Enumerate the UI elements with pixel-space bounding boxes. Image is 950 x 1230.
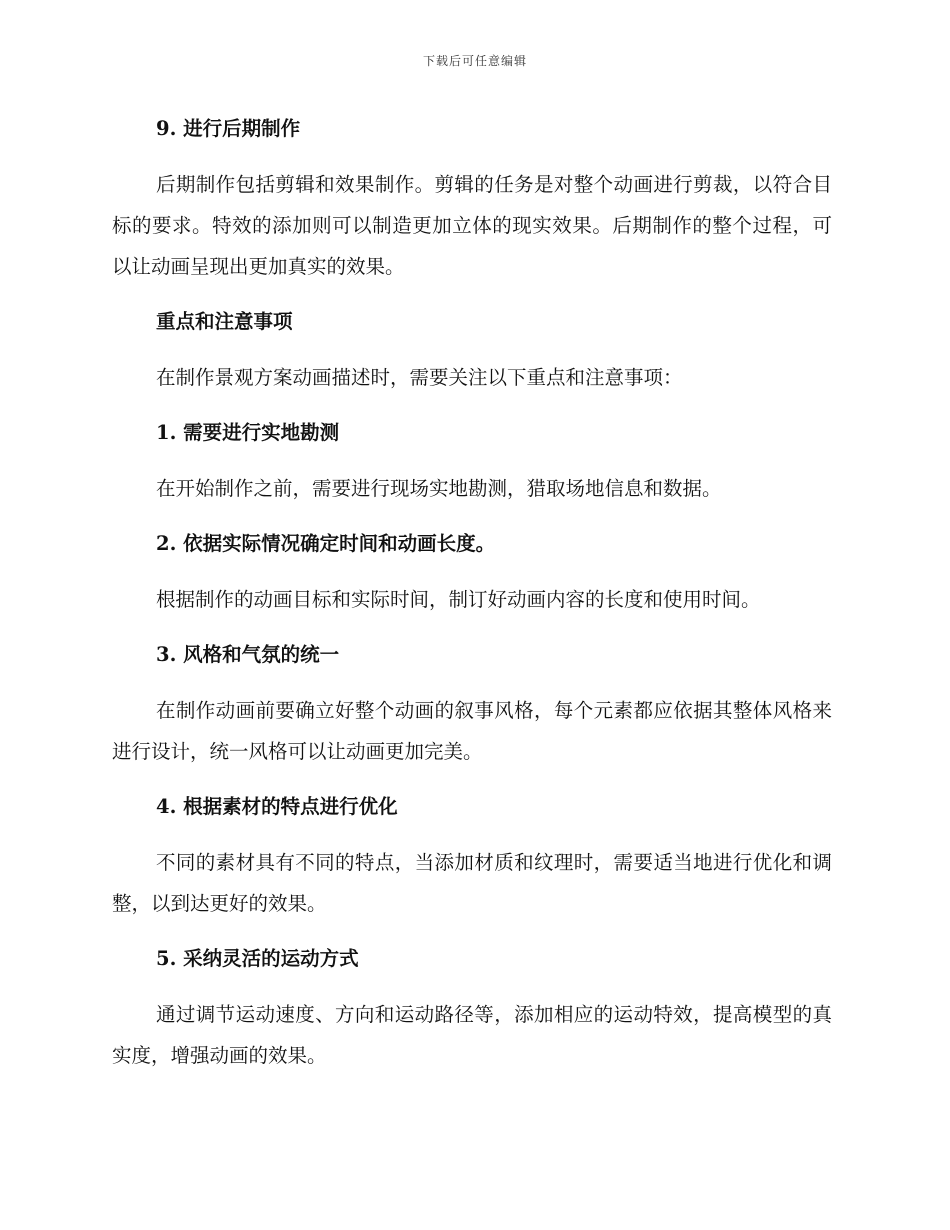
paragraph: 根据制作的动画目标和实际时间，制订好动画内容的长度和使用时间。 xyxy=(156,588,761,611)
paragraph: 在制作景观方案动画描述时，需要关注以下重点和注意事项： xyxy=(156,366,683,389)
section-heading: 2. 依据实际情况确定时间和动画长度。 xyxy=(156,532,496,555)
document-body xyxy=(112,110,832,1092)
paragraph: 在制作动画前要确立好整个动画的叙事风格，每个元素都应依据其整体风格来进行设计，统一风格可以让动画更加完美。 xyxy=(112,699,832,763)
section-heading: 4. 根据素材的特点进行优化 xyxy=(156,795,398,818)
paragraph: 通过调节运动速度、方向和运动路径等，添加相应的运动特效，提高模型的真实度，增强动画的效果。 xyxy=(112,1003,832,1067)
page-header: 下载后可任意编辑 xyxy=(422,54,527,68)
section-heading: 5. 采纳灵活的运动方式 xyxy=(156,947,359,970)
section-heading: 重点和注意事项 xyxy=(156,310,293,333)
paragraph: 不同的素材具有不同的特点，当添加材质和纹理时，需要适当地进行优化和调整，以到达更好的效果。 xyxy=(112,851,832,915)
paragraph: 在开始制作之前，需要进行现场实地勘测，猎取场地信息和数据。 xyxy=(156,477,722,500)
section-heading: 9. 进行后期制作 xyxy=(156,117,301,140)
paragraph: 后期制作包括剪辑和效果制作。剪辑的任务是对整个动画进行剪裁，以符合目标的要求。特效的添加则可以制造更加立体的现实效果。后期制作的整个过程，可以让动画呈现出更加真实的效果。 xyxy=(112,173,832,278)
section-heading: 3. 风格和气氛的统一 xyxy=(156,643,340,666)
section-heading: 1. 需要进行实地勘测 xyxy=(156,421,340,444)
